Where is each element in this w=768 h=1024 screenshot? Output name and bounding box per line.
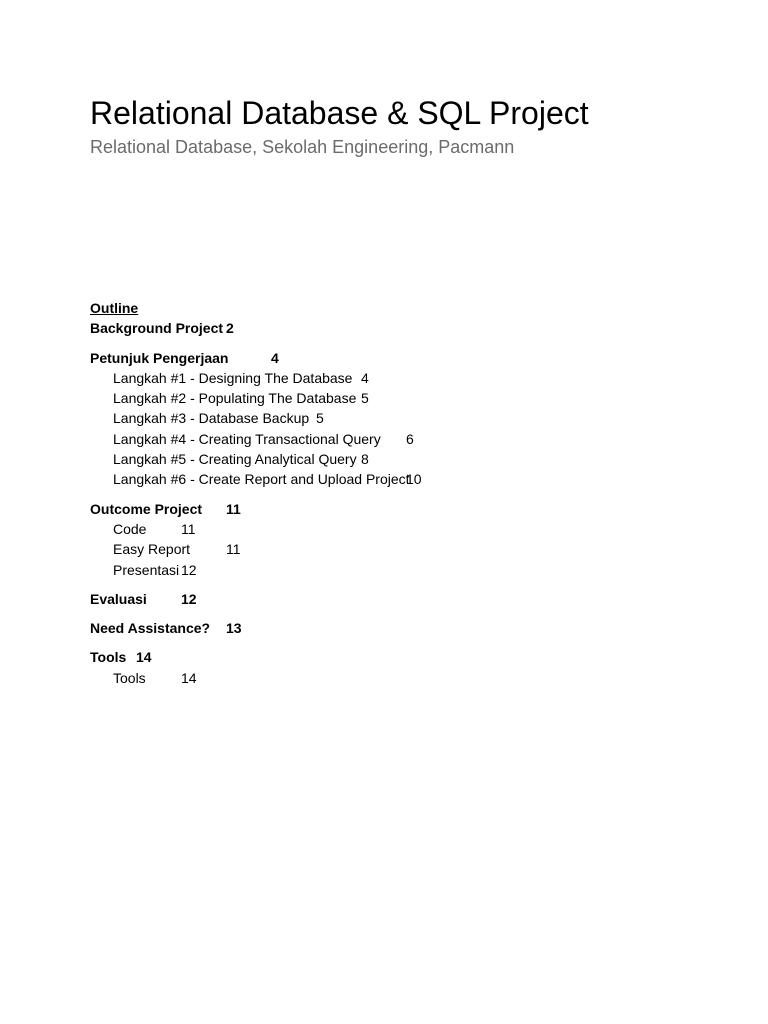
toc-entry-tools-sub[interactable]: [90, 668, 690, 688]
toc-entry-langkah-2[interactable]: [90, 388, 690, 408]
toc-entry-label: Tools: [113, 669, 146, 686]
toc-entry-page: 11: [226, 500, 241, 517]
toc-entry-label: Need Assistance?: [90, 620, 211, 637]
toc-entry-langkah-3[interactable]: [90, 408, 690, 428]
toc-entry-label: Langkah #4 - Creating Transactional Query: [113, 430, 381, 447]
toc-entry-langkah-6[interactable]: [90, 469, 690, 489]
document-subtitle: Relational Database, Sekolah Engineering, Pacmann: [90, 137, 515, 157]
toc-entry-page: 13: [226, 620, 242, 637]
toc-heading[interactable]: Outline: [90, 300, 139, 316]
toc-entry-need-assistance[interactable]: [90, 618, 690, 638]
toc-entry-page: 4: [361, 369, 369, 386]
toc-entry-label: Easy Report: [113, 541, 191, 558]
toc-entry-code[interactable]: [90, 519, 690, 539]
toc-entry-label: Background Project: [90, 320, 224, 337]
toc-entry-label: Langkah #6 - Create Report and Upload Project: [113, 471, 410, 488]
toc-entry-langkah-5[interactable]: [90, 449, 690, 469]
toc-entry-tools[interactable]: [90, 647, 690, 667]
toc-entry-label: Langkah #1 - Designing The Database: [113, 369, 353, 386]
toc-entry-page: 11: [226, 541, 241, 558]
toc-entry-label: Outcome Project: [90, 500, 203, 517]
toc-entry-page: 8: [361, 451, 369, 468]
toc-entry-page: 12: [181, 590, 197, 607]
toc-entry-label: Evaluasi: [90, 590, 147, 607]
toc-entry-page: 4: [271, 349, 279, 366]
toc-heading-row: [90, 298, 690, 318]
toc-entry-outcome-project[interactable]: [90, 499, 690, 519]
toc-entry-page: 10: [406, 471, 422, 488]
toc-entry-label: Presentasi: [113, 561, 180, 578]
toc-entry-easy-report[interactable]: [90, 539, 690, 559]
toc-entry-label: Langkah #2 - Populating The Database: [113, 390, 357, 407]
toc-entry-label: Code: [113, 520, 147, 537]
document-title: Relational Database & SQL Project: [90, 95, 589, 131]
toc-entry-page: 2: [226, 320, 234, 337]
toc-entry-label: Petunjuk Pengerjaan: [90, 349, 229, 366]
toc-entry-page: 5: [361, 390, 369, 407]
toc-entry-label: Langkah #3 - Database Backup: [113, 410, 310, 427]
toc-entry-langkah-1[interactable]: [90, 368, 690, 388]
toc-entry-label: Langkah #5 - Creating Analytical Query: [113, 451, 357, 468]
toc-entry-presentasi[interactable]: [90, 560, 690, 580]
toc-entry-background-project[interactable]: [90, 318, 690, 338]
toc-entry-langkah-4[interactable]: [90, 429, 690, 449]
toc-entry-page: 11: [181, 520, 196, 537]
toc-entry-petunjuk-pengerjaan[interactable]: [90, 348, 690, 368]
toc-entry-label: Tools: [90, 649, 127, 666]
toc-entry-page: 6: [406, 430, 414, 447]
toc-entry-page: 5: [316, 410, 324, 427]
toc-entry-page: 14: [136, 649, 152, 666]
toc-entry-page: 12: [181, 561, 197, 578]
toc-entry-evaluasi[interactable]: [90, 589, 690, 609]
table-of-contents: [90, 298, 690, 688]
toc-entry-page: 14: [181, 669, 197, 686]
